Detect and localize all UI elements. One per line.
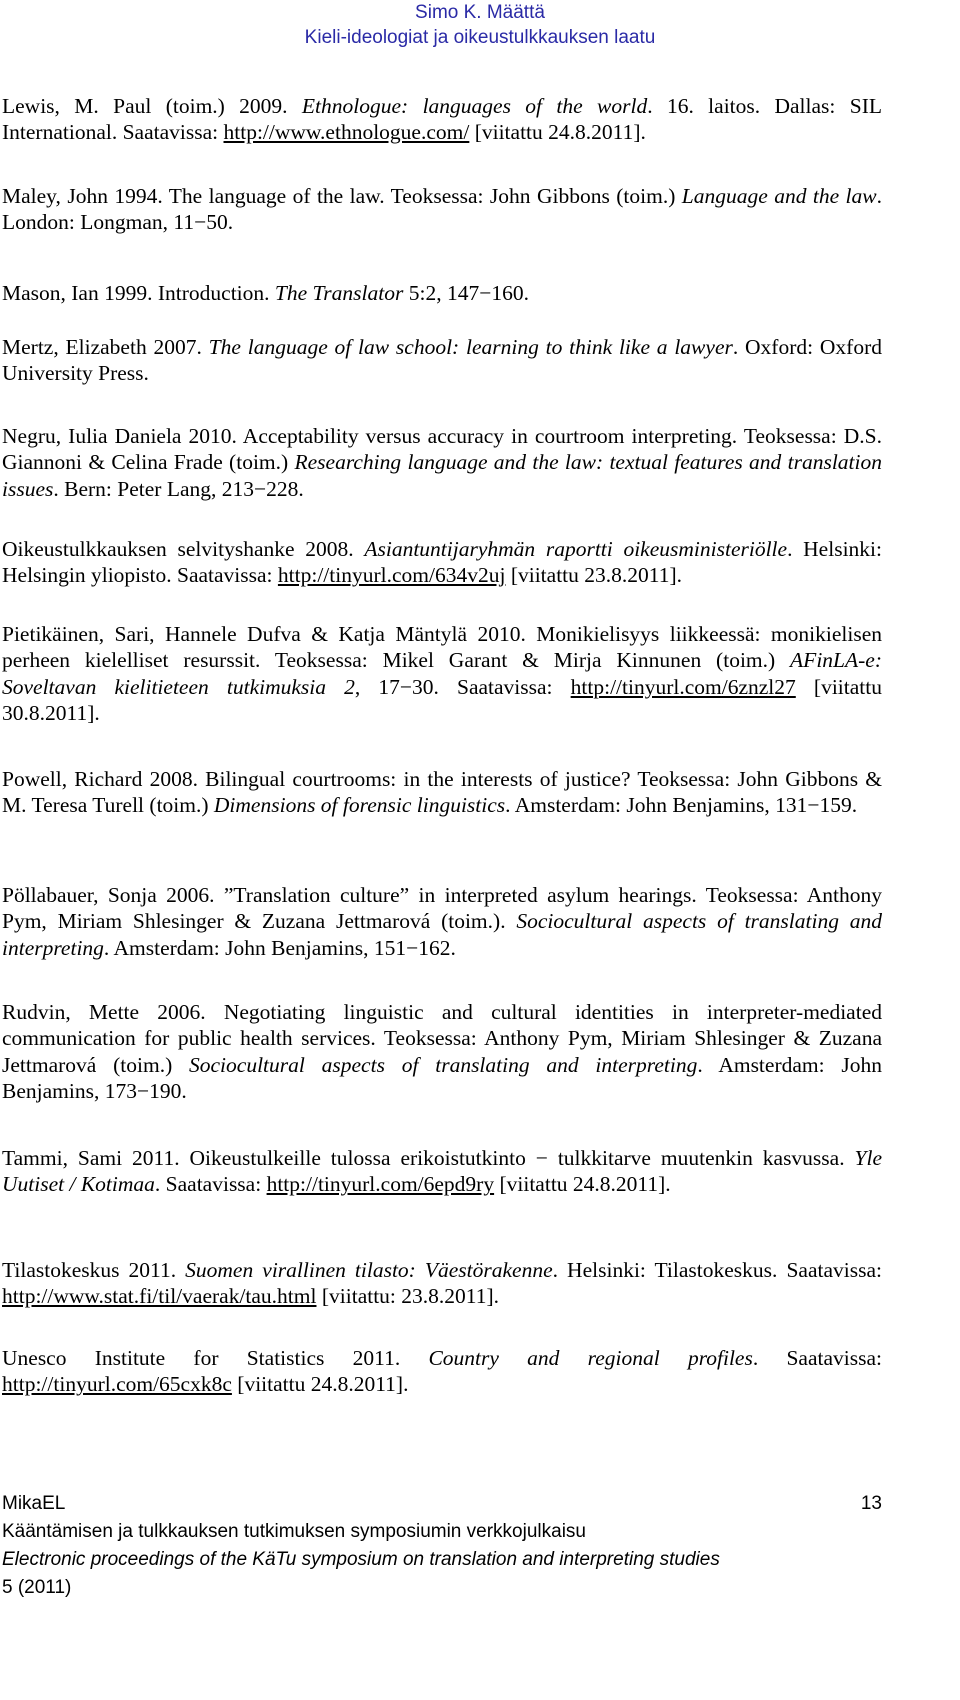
reference-entry	[2, 1257, 882, 1310]
reference-text: Tammi, Sami 2011. Oikeustulkeille tulossa erikoistutkinto − tulkkitarve muutenkin kasvussa.	[2, 1146, 855, 1170]
reference-entry	[2, 183, 882, 236]
reference-entry	[2, 423, 882, 502]
reference-url[interactable]: http://tinyurl.com/6znzl27	[570, 674, 796, 699]
reference-text: [viitattu 24.8.2011].	[469, 120, 646, 145]
reference-title: Suomen virallinen tilasto: Väestörakenne	[185, 1258, 553, 1282]
reference-entry	[2, 1345, 882, 1398]
reference-text: , 17−30. Saatavissa:	[354, 674, 571, 699]
reference-text: Pietikäinen, Sari, Hannele Dufva & Katja Mäntylä 2010. Monikielisyys liikkeessä: monikielisen perheen kielelliset resurssit. Teoksessa: Mikel Garant & Mirja Kinnunen (toim.)	[2, 622, 882, 673]
reference-entry	[2, 1145, 882, 1198]
reference-url[interactable]: http://tinyurl.com/65cxk8c	[2, 1372, 232, 1397]
reference-text: [viitattu 23.8.2011].	[505, 563, 683, 588]
reference-url[interactable]: http://www.ethnologue.com/	[223, 120, 470, 145]
reference-text: . Helsinki: Tilastokeskus. Saatavissa:	[552, 1258, 882, 1282]
reference-title: The Translator	[274, 281, 404, 305]
reference-title: Sociocultural aspects of translating and interpreting	[189, 1052, 698, 1077]
reference-text: [viitattu 30.8.2011].	[2, 674, 882, 726]
reference-text: 5:2, 147−160.	[403, 281, 529, 305]
reference-text: Unesco Institute for Statistics 2011.	[2, 1346, 429, 1370]
reference-text: Maley, John 1994. The language of the law. Teoksessa: John Gibbons (toim.)	[2, 184, 682, 208]
header-title: Kieli-ideologiat ja oikeustulkkauksen laatu	[304, 27, 656, 48]
reference-title: Language and the law	[681, 184, 877, 208]
reference-title: Yle Uutiset / Kotimaa	[2, 1146, 882, 1197]
reference-title: The language of law school: learning to think like a lawyer	[208, 335, 733, 359]
reference-title: Dimensions of forensic linguistics	[213, 793, 506, 818]
reference-text: . 16. laitos. Dallas: SIL International. Saatavissa:	[2, 94, 882, 145]
reference-entry	[2, 536, 882, 589]
reference-entry	[2, 621, 882, 727]
reference-text: Mertz, Elizabeth 2007.	[2, 335, 209, 359]
reference-entry	[2, 766, 882, 819]
reference-text: Rudvin, Mette 2006. Negotiating linguistic and cultural identities in interpreter-mediated communication for public health services. Teoksessa: Anthony Pym, Miriam Shlesinger & Zuzana Jettmarová (toim.)	[2, 1000, 882, 1077]
reference-text: [viitattu 24.8.2011].	[494, 1172, 671, 1197]
page-number: 13	[860, 1493, 882, 1514]
reference-title: Asiantuntijaryhmän raportti oikeusministeriölle	[364, 537, 788, 561]
reference-text: Tilastokeskus 2011.	[2, 1258, 186, 1282]
footer-line-finnish: Kääntämisen ja tulkkauksen tutkimuksen symposiumin verkkojulkaisu	[2, 1521, 586, 1542]
reference-text: Mason, Ian 1999. Introduction.	[2, 281, 275, 305]
footer-line-english: Electronic proceedings of the KäTu symposium on translation and interpreting studies	[2, 1549, 720, 1570]
reference-text: Powell, Richard 2008. Bilingual courtrooms: in the interests of justice? Teoksessa: John Gibbons & M. Teresa Turell (toim.)	[2, 767, 882, 818]
reference-title: Country and regional profiles	[428, 1346, 753, 1370]
reference-title: AFinLA-e: Soveltavan kielitieteen tutkimuksia 2	[2, 648, 882, 699]
reference-entry	[2, 280, 882, 306]
reference-title: Sociocultural aspects of translating and interpreting	[2, 909, 882, 960]
reference-text: . Helsinki: Helsingin yliopisto. Saatavissa:	[2, 537, 882, 588]
reference-text: Lewis, M. Paul (toim.) 2009.	[2, 94, 302, 118]
reference-entry	[2, 882, 882, 961]
reference-title: Ethnologue: languages of the world	[301, 94, 648, 118]
reference-text: Pöllabauer, Sonja 2006. ”Translation culture” in interpreted asylum hearings. Teoksessa: Anthony Pym, Miriam Shlesinger & Zuzana Jettmarová (toim.).	[2, 883, 882, 934]
reference-text: . Saatavissa:	[154, 1172, 267, 1197]
reference-text: . Bern: Peter Lang, 213−228.	[53, 476, 304, 501]
reference-text: . Amsterdam: John Benjamins, 151−162.	[103, 935, 456, 960]
reference-entry	[2, 999, 882, 1105]
reference-url[interactable]: http://tinyurl.com/634v2uj	[277, 563, 506, 588]
reference-text: Negru, Iulia Daniela 2010. Acceptability versus accuracy in courtroom interpreting. Teoksessa: D.S. Giannoni & Celina Frade (toim.)	[2, 424, 882, 475]
reference-title: Researching language and the law: textual features and translation issues	[2, 450, 882, 501]
footer-journal: MikaEL	[2, 1493, 66, 1514]
reference-url[interactable]: http://www.stat.fi/til/vaerak/tau.html	[2, 1284, 317, 1309]
header-author: Simo K. Määttä	[415, 2, 545, 23]
reference-entry	[2, 93, 882, 146]
reference-text: . Saatavissa:	[752, 1346, 882, 1370]
page-footer	[0, 1490, 960, 1602]
reference-text: [viitattu 24.8.2011].	[231, 1372, 409, 1397]
reference-text: . Amsterdam: John Benjamins, 173−190.	[2, 1052, 882, 1104]
reference-text: . Amsterdam: John Benjamins, 131−159.	[505, 793, 858, 818]
reference-text: [viitattu: 23.8.2011].	[316, 1284, 500, 1309]
reference-text: Oikeustulkkauksen selvityshanke 2008.	[2, 537, 365, 561]
page-header	[0, 0, 960, 50]
footer-volume: 5 (2011)	[2, 1577, 72, 1598]
reference-url[interactable]: http://tinyurl.com/6epd9ry	[266, 1172, 495, 1197]
reference-entry	[2, 334, 882, 387]
reference-text: . London: Longman, 11−50.	[2, 184, 882, 235]
reference-text: . Oxford: Oxford University Press.	[2, 335, 882, 386]
